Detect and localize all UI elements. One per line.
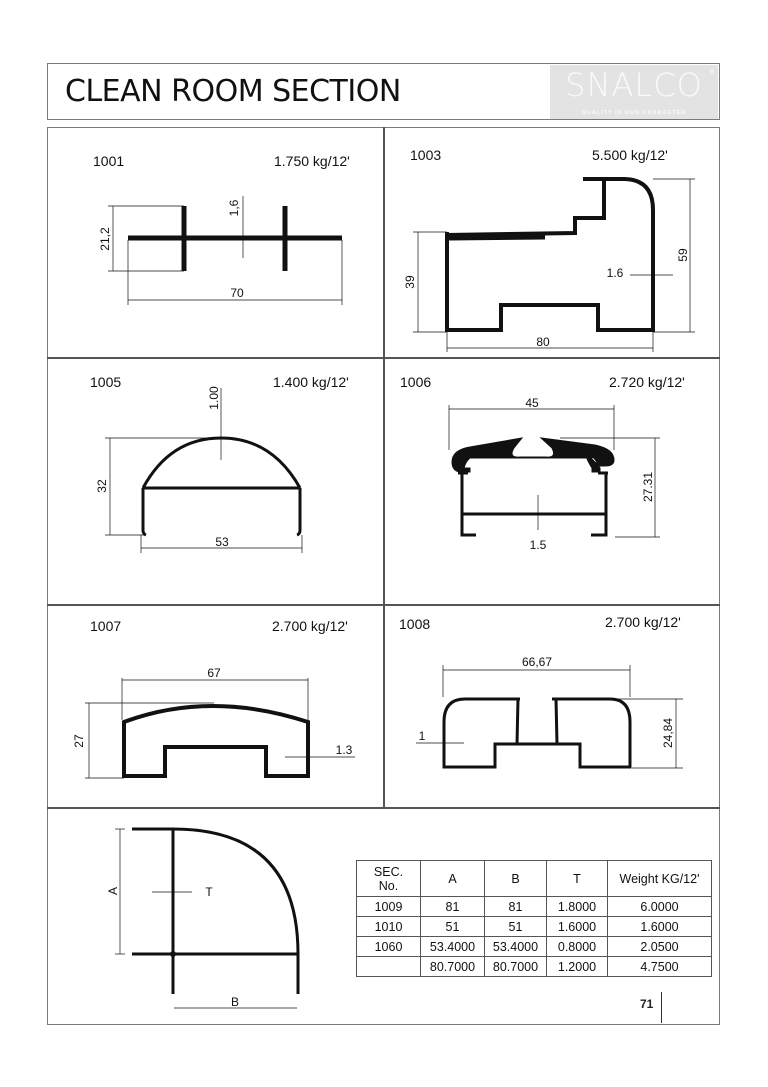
label-a: A — [106, 886, 120, 896]
table-row: 80.7000 80.7000 1.2000 4.7500 — [357, 957, 712, 977]
dim-width: 70 — [230, 286, 244, 300]
logo-tagline: QUALITY IS OUR CHARACTER — [581, 110, 687, 116]
dim-width: 67 — [207, 666, 221, 680]
table-header-row — [357, 861, 712, 897]
col-header-t: T — [547, 861, 608, 897]
col-header-b: B — [485, 861, 547, 897]
logo-wordmark: SNALCO — [565, 66, 703, 104]
dim-left-height: 39 — [403, 275, 417, 289]
section-weight: 2.700 kg/12' — [605, 614, 681, 630]
dim-height: 24,84 — [661, 717, 675, 749]
section-code: 1007 — [90, 618, 122, 634]
page-number: 71 — [640, 997, 654, 1011]
table-row: 1010 51 51 1.6000 1.6000 — [357, 917, 712, 937]
section-code: 1005 — [90, 374, 122, 390]
dim-thickness: 1.6 — [606, 266, 624, 280]
col-header-sec-no: SEC. No. — [357, 861, 421, 897]
col-header-a: A — [421, 861, 485, 897]
table-row: 1009 81 81 1.8000 6.0000 — [357, 897, 712, 917]
dim-total-height: 59 — [676, 248, 690, 262]
dim-thickness: 1.5 — [529, 538, 547, 552]
page-title: CLEAN ROOM SECTION — [65, 74, 401, 109]
section-weight: 1.750 kg/12' — [274, 153, 350, 169]
registered-mark: ® — [709, 70, 714, 76]
dim-height: 21,2 — [98, 227, 112, 251]
section-code: 1006 — [400, 374, 432, 390]
col-header-weight: Weight KG/12' — [608, 861, 712, 897]
dim-height: 27.31 — [641, 471, 655, 503]
section-weight: 1.400 kg/12' — [273, 374, 349, 390]
dimension-table — [356, 860, 712, 977]
dim-thickness: 1,6 — [227, 199, 241, 217]
section-code: 1001 — [93, 153, 125, 169]
dim-width: 80 — [536, 335, 550, 349]
dim-width: 45 — [525, 396, 539, 410]
dim-thickness: 1.3 — [335, 743, 353, 757]
dim-thickness: 1.00 — [207, 386, 221, 410]
dim-height: 32 — [95, 479, 109, 493]
page-number-divider — [661, 992, 662, 1023]
dim-thickness: 1 — [418, 729, 426, 743]
section-weight: 2.720 kg/12' — [609, 374, 685, 390]
section-weight: 5.500 kg/12' — [592, 147, 668, 163]
dim-width: 66,67 — [521, 655, 553, 669]
section-code: 1003 — [410, 147, 442, 163]
label-t: T — [205, 885, 213, 899]
dim-height: 27 — [72, 734, 86, 748]
section-code: 1008 — [399, 616, 431, 632]
label-b: B — [230, 995, 240, 1009]
table-row: 1060 53.4000 53.4000 0.8000 2.0500 — [357, 937, 712, 957]
section-weight: 2.700 kg/12' — [272, 618, 348, 634]
dim-width: 53 — [215, 535, 229, 549]
